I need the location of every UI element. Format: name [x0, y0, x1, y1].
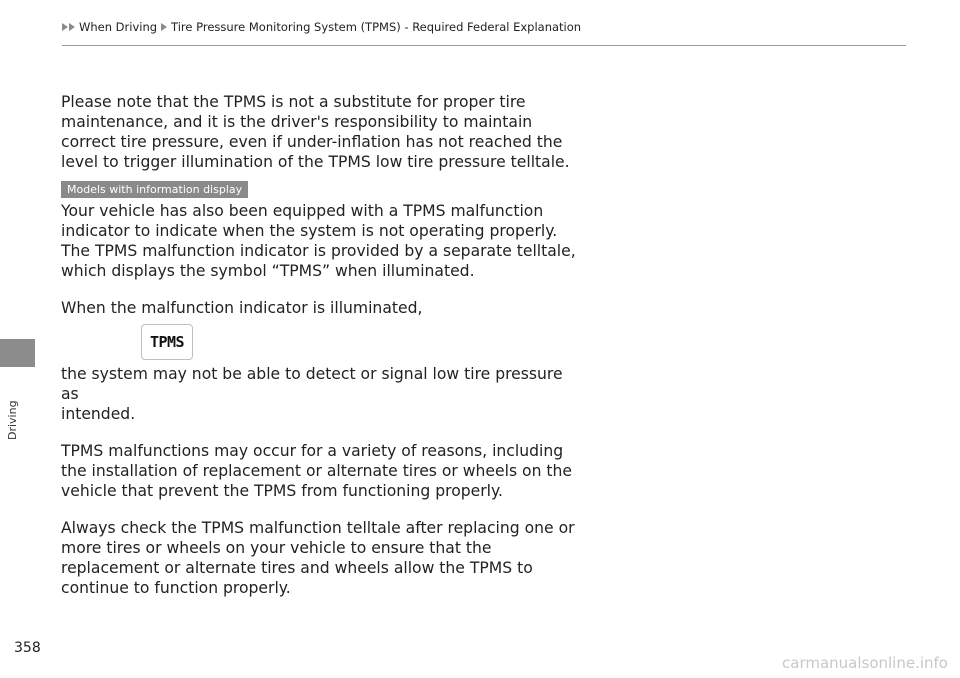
breadcrumb-arrow-icon [62, 23, 68, 31]
breadcrumb [62, 20, 581, 34]
paragraph-may-not-detect: the system may not be able to detect or signal low tire pressure as intended. [61, 365, 563, 423]
breadcrumb-item-when-driving[interactable]: When Driving [79, 20, 158, 34]
tpms-telltale-icon [141, 324, 193, 360]
page-number: 358 [14, 640, 41, 656]
paragraph-when-illuminated: When the malfunction indicator is illuminated, [61, 299, 423, 317]
paragraph-always-check: Always check the TPMS malfunction telltale after replacing one or more tires or wheels on your vehicle to ensure that the replacement or alternate tires and wheels allow the TPMS to continue to function properly. [61, 519, 575, 597]
section-tab-marker [0, 339, 35, 367]
breadcrumb-separator-icon [161, 23, 167, 31]
paragraph-malfunction-indicator: Your vehicle has also been equipped with a TPMS malfunction indicator to indicate when the system is not operating properly. The TPMS malfunction indicator is provided by a separate telltale, which displays the symbol “TPMS” when illuminated. [61, 202, 576, 280]
watermark: carmanualsonline.info [782, 654, 948, 672]
breadcrumb-arrow-icon [69, 23, 75, 31]
page-content [61, 92, 581, 598]
paragraph-tpms-not-substitute: Please note that the TPMS is not a substitute for proper tire maintenance, and it is the driver's responsibility to maintain correct tire pressure, even if under-inflation has not reached the level to trigger illumination of the TPMS low tire pressure telltale. [61, 93, 570, 171]
paragraph-malfunction-reasons: TPMS malfunctions may occur for a variety of reasons, including the installation of replacement or alternate tires or wheels on the vehicle that prevent the TPMS from functioning properly. [61, 442, 572, 500]
tpms-icon-label: TPMS [149, 333, 185, 351]
section-tab-label: Driving [6, 400, 19, 440]
breadcrumb-item-tpms[interactable]: Tire Pressure Monitoring System (TPMS) - Required Federal Explanation [171, 20, 582, 34]
header-divider [62, 45, 906, 46]
model-applicability-badge: Models with information display [61, 181, 248, 198]
